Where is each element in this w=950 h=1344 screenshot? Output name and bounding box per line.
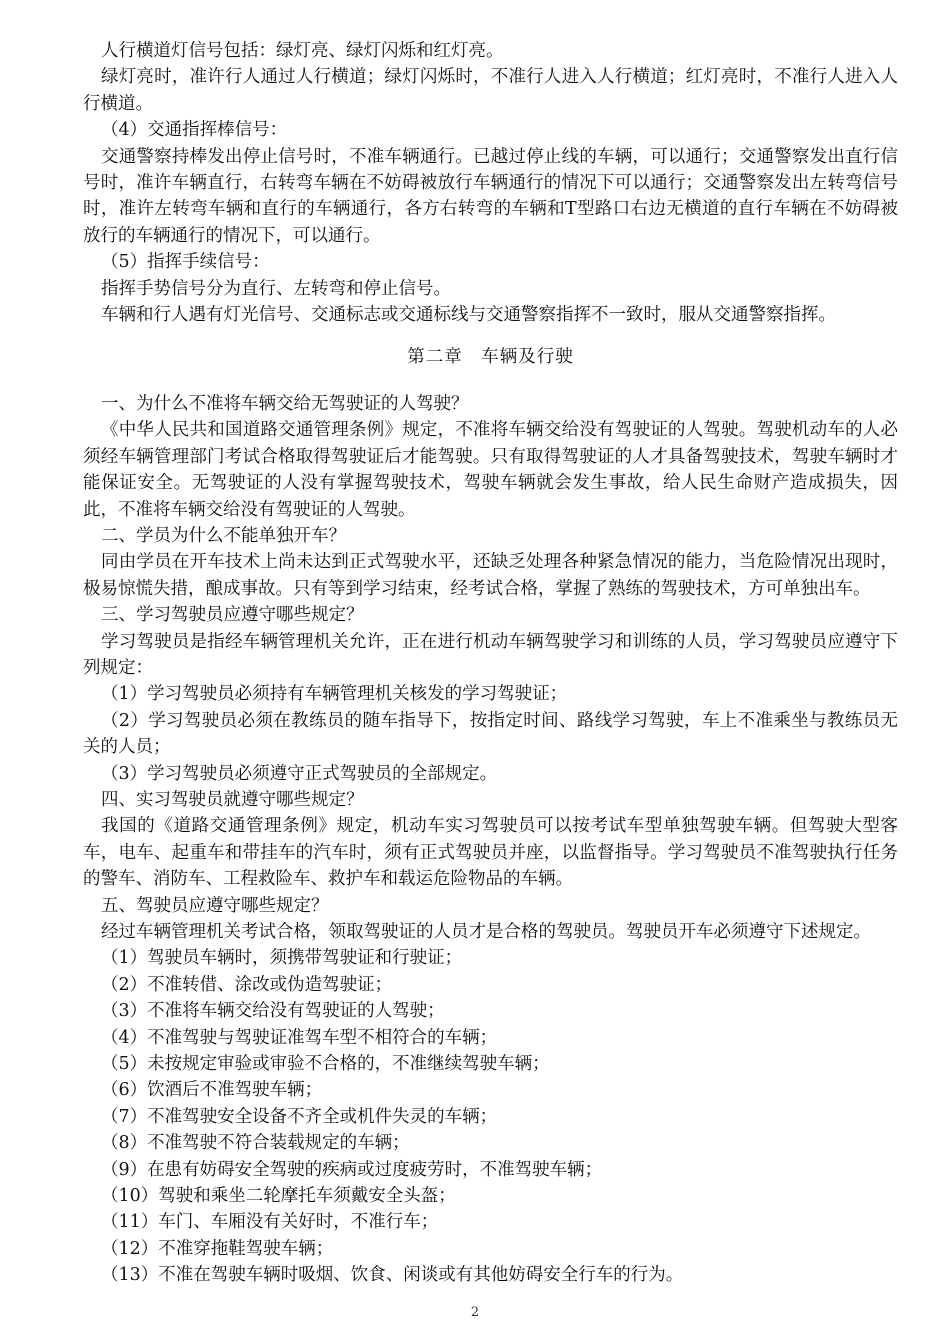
question-4-heading: 四、实习驾驶员就遵守哪些规定？ [101, 789, 364, 810]
question-3-heading: 三、学习驾驶员应遵守哪些规定？ [101, 605, 364, 626]
list-item: （12）不准穿拖鞋驾驶车辆； [101, 1238, 334, 1259]
list-item: （10）驾驶和乘坐二轮摩托车须戴安全头盔； [101, 1186, 456, 1207]
list-item: （2）学习驾驶员必须在教练员的随车指导下，按指定时间、路线学习驾驶，车上不准乘坐与教练员无关的人员； [83, 710, 898, 758]
list-item: （4）不准驾驶与驾驶证准驾车型不相符合的车辆； [101, 1027, 498, 1048]
list-item: （11）车门、车厢没有关好时，不准行车； [101, 1212, 439, 1233]
list-item: （7）不准驾驶安全设备不齐全或机件失灵的车辆； [101, 1106, 498, 1127]
list-item: （3）不准将车辆交给没有驾驶证的人驾驶； [101, 1001, 445, 1022]
paragraph-pedestrian-rules: 绿灯亮时，准许行人通过人行横道；绿灯闪烁时，不准行人进入人行横道；红灯亮时，不准行人进入人行横道。 [83, 67, 898, 114]
question-3-body: 学习驾驶员是指经车辆管理机关允许，正在进行机动车辆驾驶学习和训练的人员，学习驾驶员应遵守下列规定： [83, 631, 898, 678]
list-item: （5）未按规定审验或审验不合格的，不准继续驾驶车辆； [101, 1054, 550, 1075]
list-item: （13）不准在驾驶车辆时吸烟、饮食、闲谈或有其他妨碍安全行车的行为。 [101, 1265, 684, 1286]
paragraph-hand-signal: 指挥手势信号分为直行、左转弯和停止信号。 [101, 278, 451, 299]
chapter-title: 第二章 车辆及行驶 [407, 347, 574, 368]
list-item: （2）不准转借、涂改或伪造驾驶证； [101, 974, 393, 995]
heading-hand-signal: （5）指挥手续信号： [101, 252, 270, 273]
page-number: 2 [470, 1305, 480, 1320]
list-item: （1）学习驾驶员必须持有车辆管理机关核发的学习驾驶证； [101, 684, 568, 705]
question-5-heading: 五、驾驶员应遵守哪些规定？ [101, 895, 329, 916]
list-item: （9）在患有妨碍安全驾驶的疾病或过度疲劳时，不准驾驶车辆； [101, 1159, 603, 1180]
question-2-body: 同由学员在开车技术上尚未达到正式驾驶水平，还缺乏处理各种紧急情况的能力，当危险情况出现时，极易惊慌失措，酿成事故。只有等到学习结束，经考试合格，掌握了熟练的驾驶技术，方可单独出车。 [83, 552, 898, 599]
question-5-body: 经过车辆管理机关考试合格，领取驾驶证的人员才是合格的驾驶员。驾驶员开车必须遵守下述规定。 [101, 922, 871, 942]
page-content [83, 38, 898, 1289]
question-1-heading: 一、为什么不准将车辆交给无驾驶证的人驾驶？ [101, 393, 469, 414]
list-item: （8）不准驾驶不符合装载规定的车辆； [101, 1133, 410, 1154]
question-2-heading: 二、学员为什么不能单独开车？ [101, 525, 346, 546]
paragraph-conflict-rule: 车辆和行人遇有灯光信号、交通标志或交通标线与交通警察指挥不一致时，服从交通警察指挥。 [101, 305, 836, 326]
paragraph-baton-signal: 交通警察持棒发出停止信号时，不准车辆通行。已越过停止线的车辆，可以通行；交通警察发出直行信号时，准许车辆直行，右转弯车辆在不妨碍被放行车辆通行的情况下可以通行；交通警察发出左转弯信号时，准许左转弯车辆和直行的车辆通行，各方右转弯的车辆和T型路口右边无横道的直行车辆在不妨碍被放行的车辆通行的情况下，可以通行。 [83, 146, 898, 246]
list-item: （1）驾驶员车辆时，须携带驾驶证和行驶证； [101, 948, 463, 969]
question-1-body: 《中华人民共和国道路交通管理条例》规定，不准将车辆交给没有驾驶证的人驾驶。驾驶机动车的人必须经车辆管理部门考试合格取得驾驶证后才能驾驶。只有取得驾驶证的人才具备驾驶技术，驾驶车辆时才能保证安全。无驾驶证的人没有掌握驾驶技术，驾驶车辆就会发生事故，给人民生命财产造成损失，因此，不准将车辆交给没有驾驶证的人驾驶。 [83, 420, 898, 520]
heading-baton-signal: （4）交通指挥棒信号： [101, 120, 288, 141]
question-4-body: 我国的《道路交通管理条例》规定，机动车实习驾驶员可以按考试车型单独驾驶车辆。但驾驶大型客车，电车、起重车和带挂车的汽车时，须有正式驾驶员并座，以监督指导。学习驾驶员不准驾驶执行任务的警车、消防车、工程救险车、救护车和载运危险物品的车辆。 [83, 816, 898, 890]
list-item: （3）学习驾驶员必须遵守正式驾驶员的全部规定。 [101, 763, 498, 784]
paragraph-pedestrian-signals: 人行横道灯信号包括：绿灯亮、绿灯闪烁和红灯亮。 [101, 41, 504, 61]
list-item: （6）饮酒后不准驾驶车辆； [101, 1080, 323, 1101]
